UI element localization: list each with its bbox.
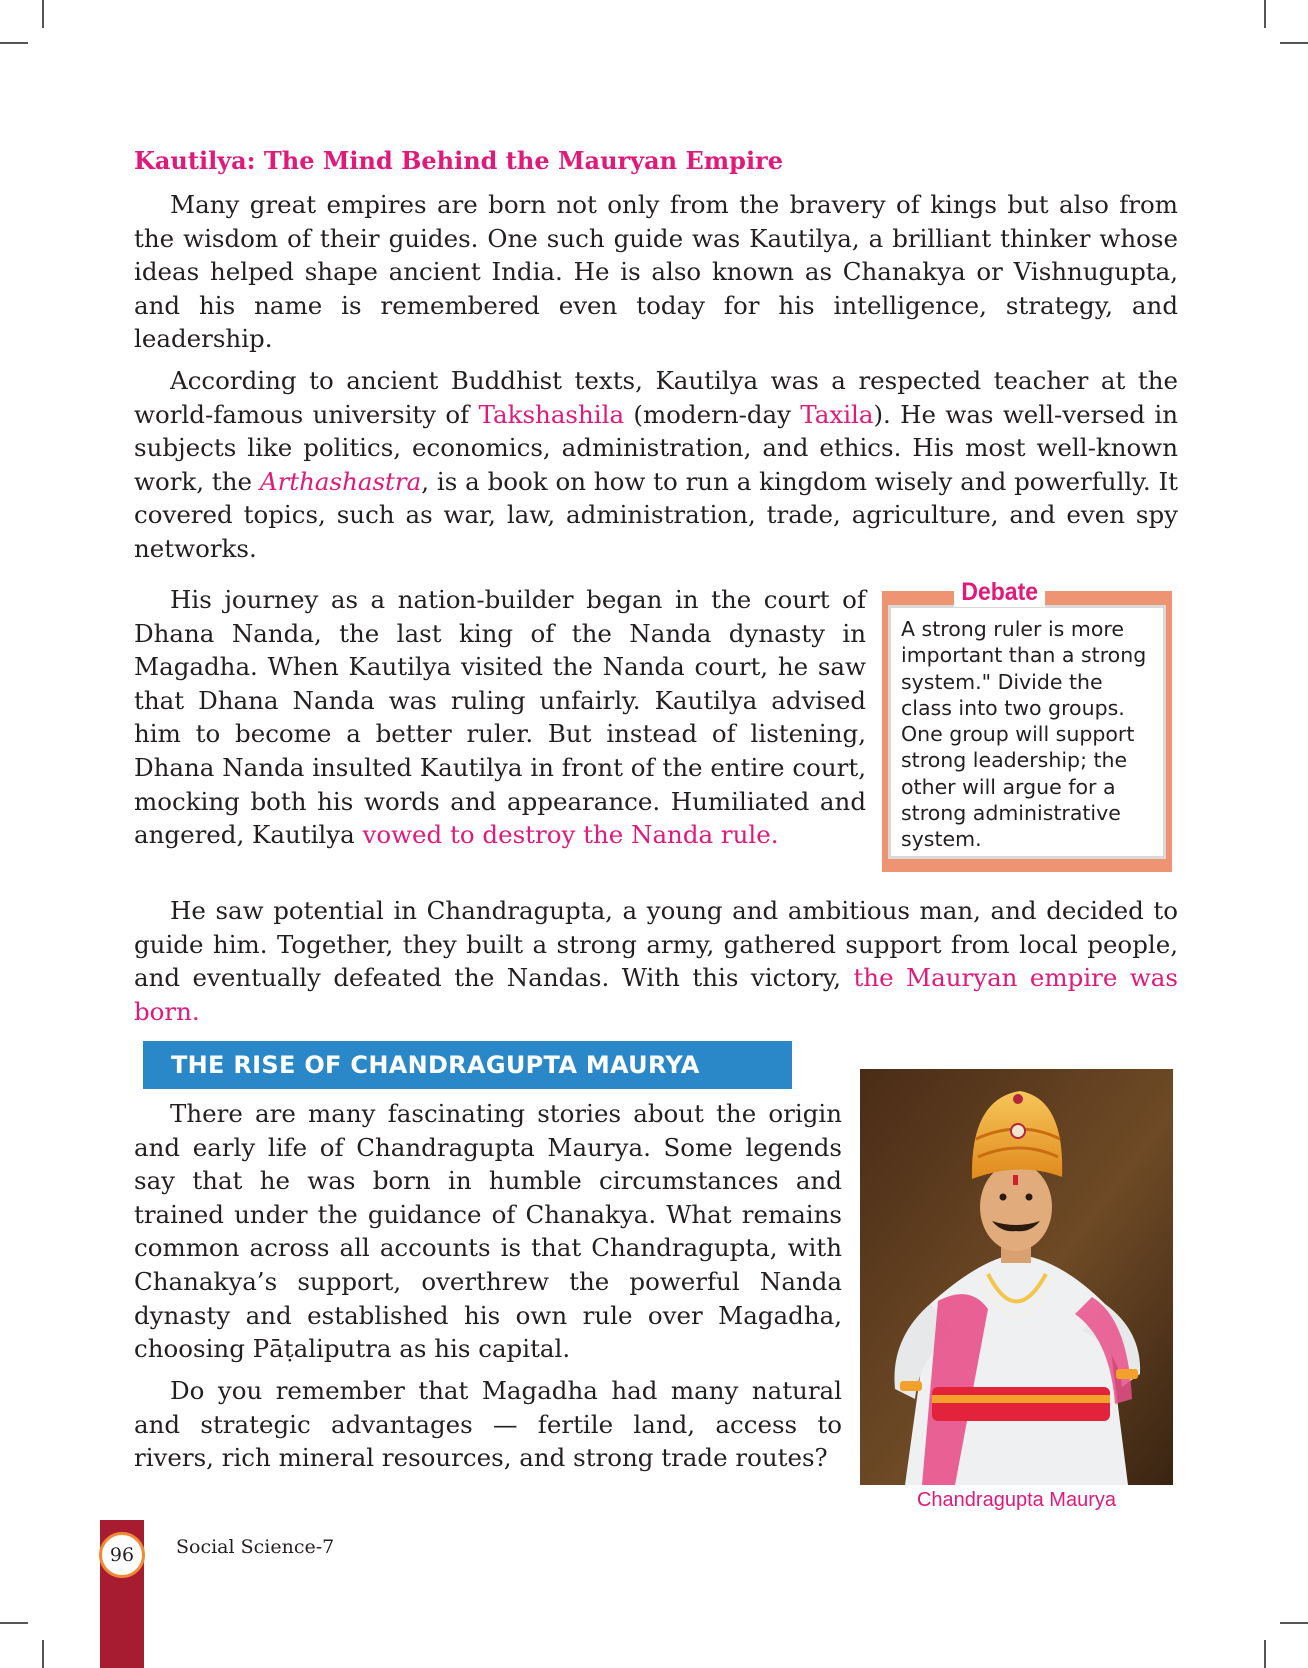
page-number: 96 — [99, 1532, 145, 1578]
debate-label: Debate — [954, 577, 1045, 607]
term-taxila: Taxila — [800, 399, 874, 429]
section-title-bar — [143, 1041, 792, 1089]
crop-mark — [1264, 0, 1266, 28]
debate-content — [888, 605, 1166, 859]
paragraph-origin: There are many fascinating stories about the origin and early life of Chandragupta Maurya. Some legends say that he was born in humble circumstances and trained under the guidance of Chanakya. What remains common across all accounts is that Chandragupta, with Chanakya’s support, overthrew the powerful Nanda dynasty and established his own rule over Magadha, choosing Pāṭaliputra as his capital. — [134, 1099, 842, 1364]
term-takshashila: Takshashila — [478, 399, 625, 429]
chandragupta-portrait-image — [860, 1069, 1173, 1485]
paragraph-intro: Many great empires are born not only from the bravery of kings but also from the wisdom of their guides. One such guide was Kautilya, a brilliant thinker whose ideas helped shape ancient India. He is also known as Chanakya or Vishnugupta, and his name is remembered even today for his intelligence, strategy, and leadership. — [134, 190, 1178, 354]
crop-mark — [42, 1640, 44, 1668]
debate-box — [882, 591, 1172, 872]
crop-mark — [1264, 1640, 1266, 1668]
crop-mark — [1280, 42, 1308, 44]
debate-text: A strong ruler is more important than a strong system." Divide the class into two groups. One group will support strong leadership; the other will argue for a strong administrative system. — [901, 617, 1147, 852]
book-title: Social Science-7 — [176, 1536, 335, 1558]
highlight-empire-born: the Mauryan empire was born. — [134, 963, 1178, 1026]
image-caption: Chandragupta Maurya — [916, 1489, 1116, 1511]
term-arthashastra: Arthashastra — [259, 466, 422, 496]
paragraph-magadha: Do you remember that Magadha had many natural and strategic advantages — fertile land, access to rivers, rich mineral resources, and strong trade routes? — [134, 1376, 842, 1473]
crop-mark — [1280, 1622, 1308, 1624]
section-title: THE RISE OF CHANDRAGUPTA MAURYA — [171, 1051, 700, 1079]
paragraph-dhana-nanda: His journey as a nation-builder began in the court of Dhana Nanda, the last king of the Nanda dynasty in Magadha. When Kautilya visited the Nanda court, he saw that Dhana Nanda was ruling unfairly. Kautilya advised him to become a better ruler. But instead of listening, Dhana Nanda insulted Kautilya in front of the entire court, mocking both his words and appearance. Humiliated and angered, Kautilya vowed to destroy the Nanda rule. — [134, 585, 866, 850]
crop-mark — [0, 42, 28, 44]
section-heading: Kautilya: The Mind Behind the Mauryan Empire — [134, 146, 783, 175]
paragraph-mauryan-born: He saw potential in Chandragupta, a young and ambitious man, and decided to guide him. Together, they built a strong army, gathered support from local people, and eventually defeated the Nandas. With this victory, the Mauryan empire was born. — [134, 896, 1178, 1026]
paragraph-takshashila: According to ancient Buddhist texts, Kautilya was a respected teacher at the world-famous university of Takshashila (modern-day Taxila). He was well-versed in subjects like politics, economics, administration, and ethics. His most well-known work, the Arthashastra, is a book on how to run a kingdom wisely and powerfully. It covered topics, such as war, law, administration, trade, agriculture, and even spy networks. — [134, 366, 1179, 563]
highlight-vow: vowed to destroy the Nanda rule. — [362, 820, 779, 850]
crop-mark — [0, 1622, 28, 1624]
crop-mark — [42, 0, 44, 28]
